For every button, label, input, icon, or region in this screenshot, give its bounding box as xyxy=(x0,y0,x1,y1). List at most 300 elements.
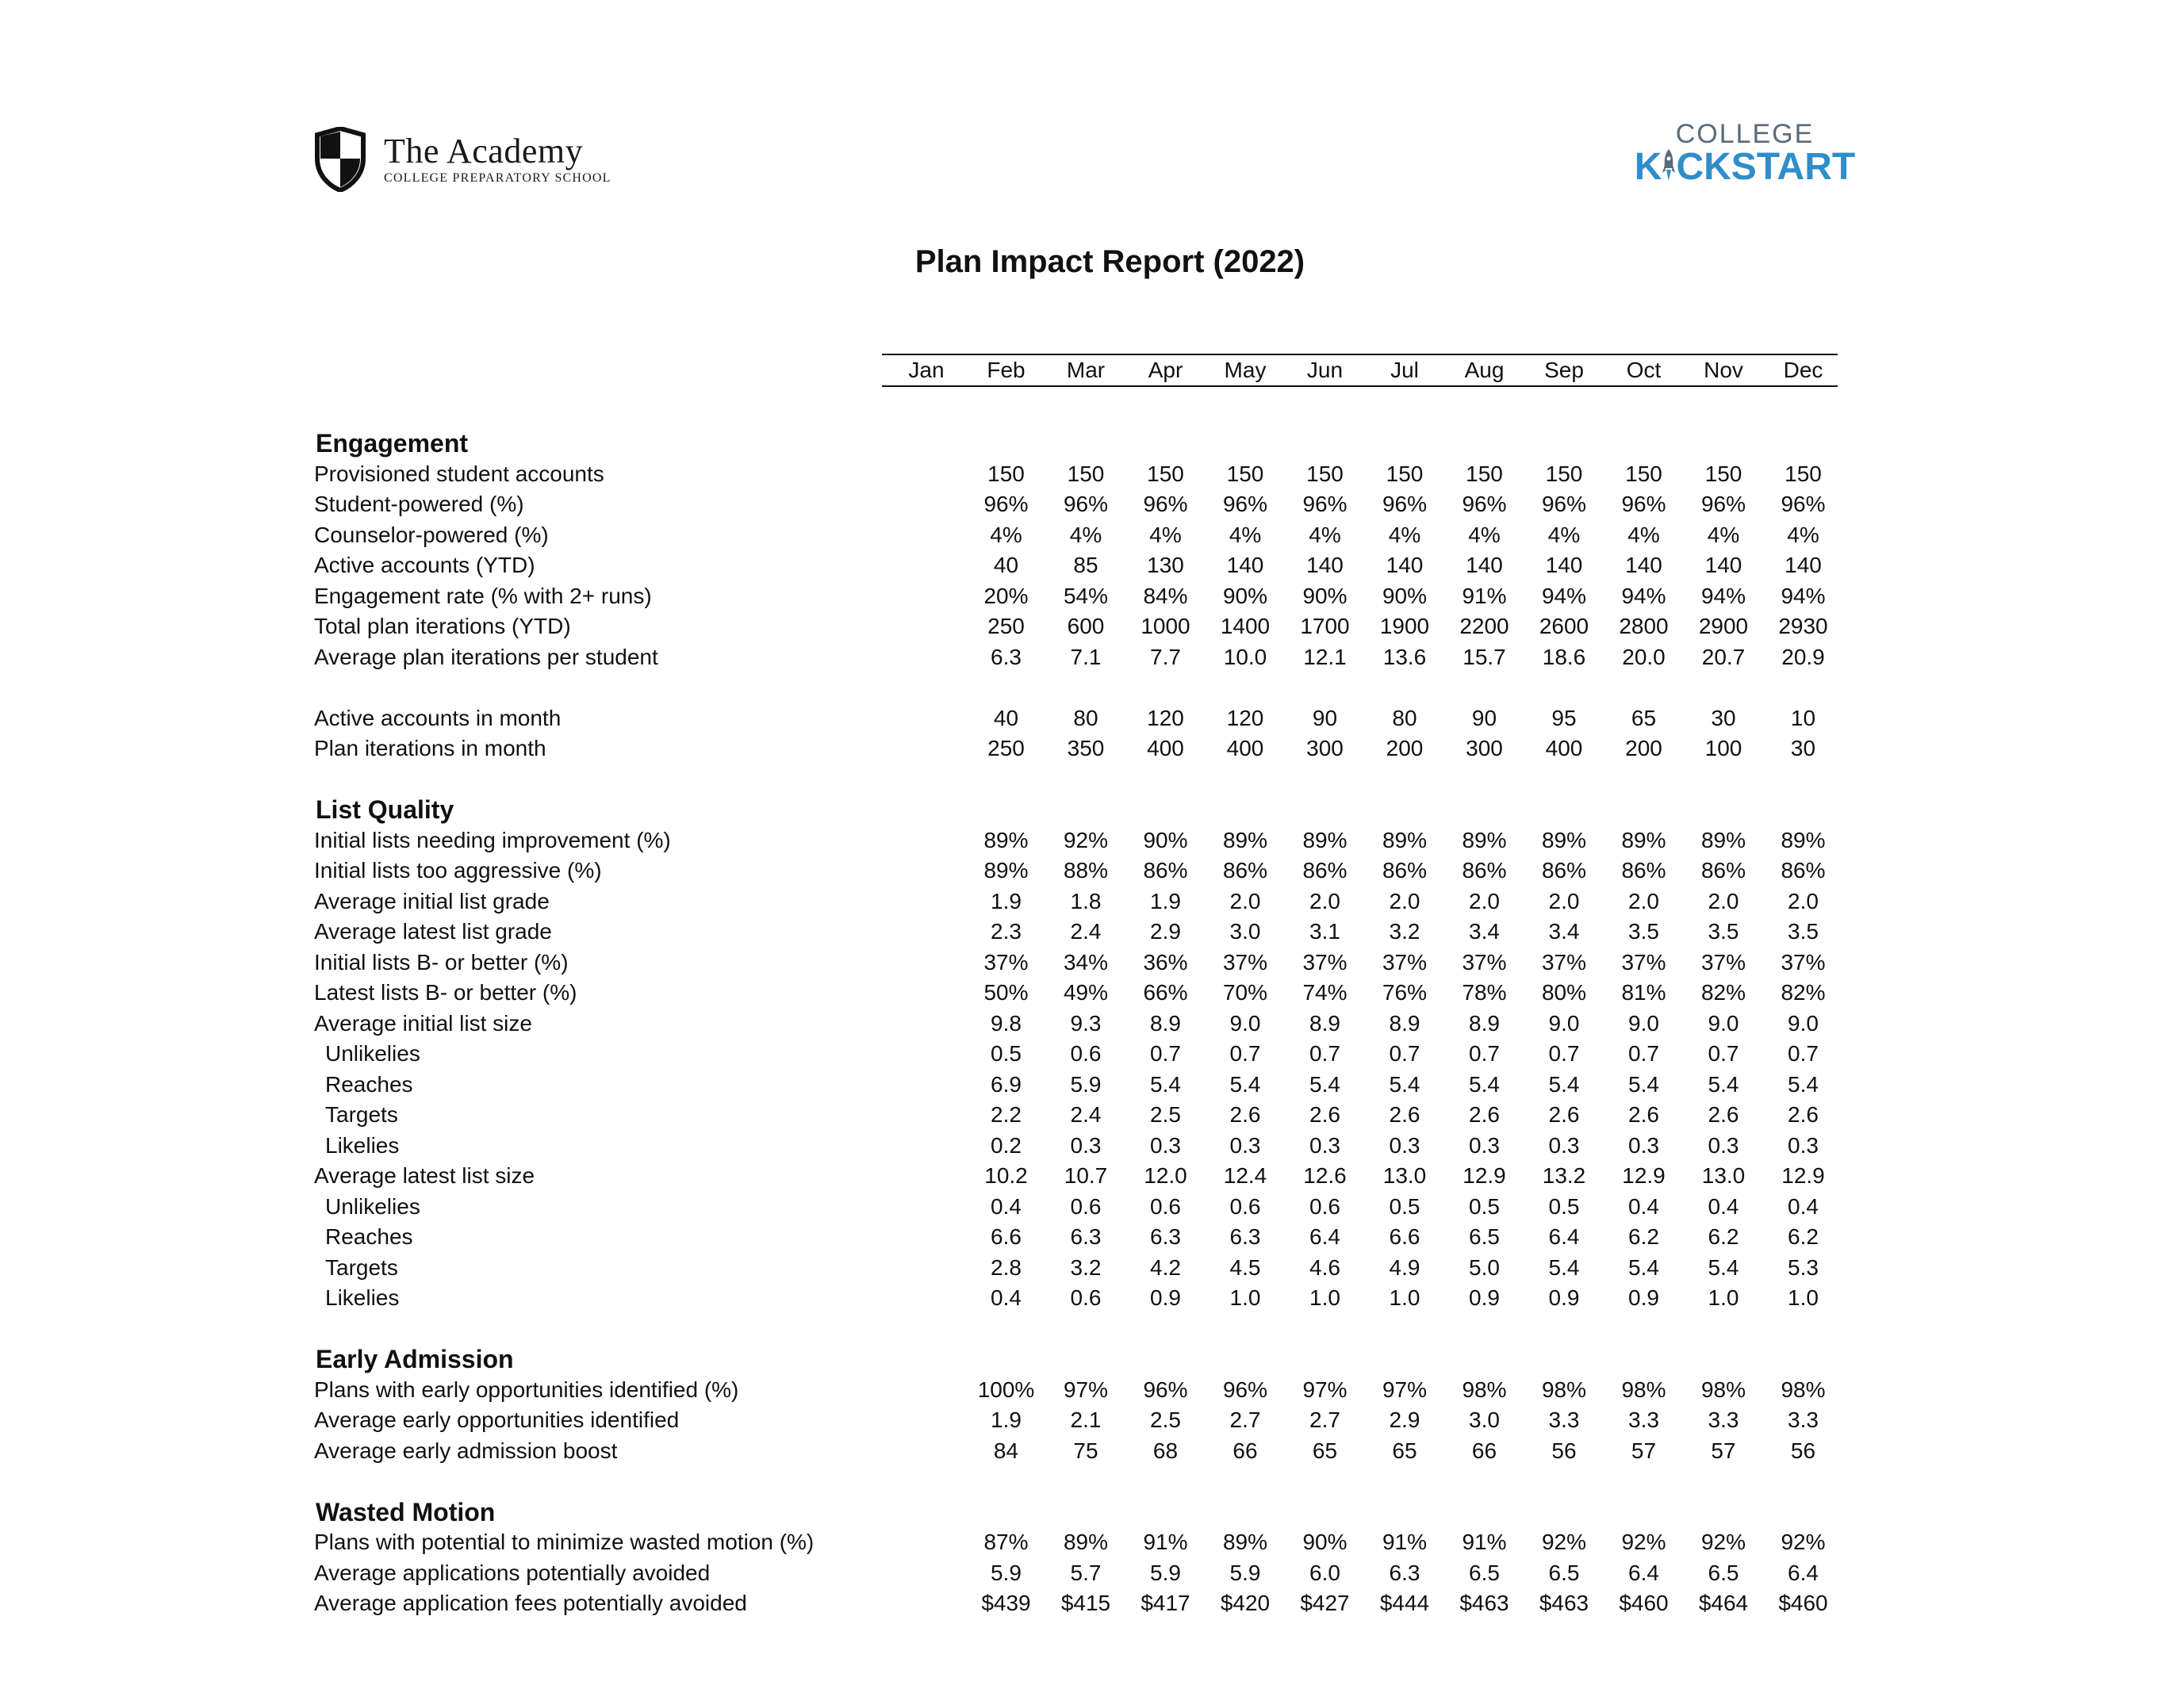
row-label: Likelies xyxy=(325,1285,400,1310)
table-cell-nov: 6.2 xyxy=(1708,1224,1739,1249)
table-cell-apr: 66% xyxy=(1143,980,1188,1005)
table-cell-dec: 4% xyxy=(1787,522,1819,547)
table-cell-sep: 37% xyxy=(1541,949,1587,975)
table-cell-aug: 150 xyxy=(1466,461,1503,486)
table-cell-dec: 9.0 xyxy=(1788,1010,1819,1036)
table-cell-oct: 86% xyxy=(1621,858,1666,883)
table-cell-aug: 5.0 xyxy=(1469,1254,1500,1280)
row-label: Average latest list grade xyxy=(314,919,552,944)
table-cell-dec: 92% xyxy=(1781,1530,1826,1554)
table-cell-apr: 5.4 xyxy=(1150,1071,1181,1097)
table-cell-mar: 75 xyxy=(1073,1438,1098,1463)
table-cell-may: 96% xyxy=(1222,1377,1268,1402)
table-cell-mar: 2.1 xyxy=(1070,1407,1102,1432)
table-cell-apr: 2.9 xyxy=(1150,919,1181,944)
table-cell-jul: 150 xyxy=(1386,461,1424,486)
table-cell-oct: 140 xyxy=(1625,553,1662,577)
table-cell-jun: 12.1 xyxy=(1303,644,1347,669)
table-cell-sep: 80% xyxy=(1541,980,1587,1005)
row-label: Reaches xyxy=(325,1071,413,1097)
table-cell-nov: 2.6 xyxy=(1708,1102,1739,1127)
table-cell-jun: 1700 xyxy=(1300,614,1350,638)
table-cell-dec: 96% xyxy=(1781,492,1826,516)
table-cell-oct: 6.4 xyxy=(1628,1560,1659,1585)
table-cell-apr: 2.5 xyxy=(1150,1102,1181,1127)
table-cell-mar: 5.9 xyxy=(1070,1071,1102,1097)
table-cell-feb: 40 xyxy=(993,553,1019,577)
table-cell-nov: 37% xyxy=(1700,949,1746,975)
table-cell-dec: 30 xyxy=(1790,736,1816,760)
table-cell-sep: 9.0 xyxy=(1548,1010,1580,1036)
table-cell-mar: 1.8 xyxy=(1070,888,1102,913)
table-cell-feb: 84 xyxy=(993,1438,1019,1463)
month-dec: Dec xyxy=(1783,358,1823,382)
table-cell-apr: 84% xyxy=(1143,583,1188,608)
table-cell-may: 12.4 xyxy=(1223,1163,1267,1188)
table-cell-sep: 95 xyxy=(1551,705,1577,730)
table-cell-jul: 200 xyxy=(1386,736,1424,760)
table-cell-oct: 98% xyxy=(1621,1377,1666,1402)
table-cell-dec: 37% xyxy=(1781,949,1826,975)
table-cell-apr: 0.7 xyxy=(1150,1041,1181,1066)
table-cell-feb: 6.9 xyxy=(991,1071,1022,1097)
table-cell-dec: 94% xyxy=(1781,583,1826,608)
table-cell-oct: 3.3 xyxy=(1628,1407,1659,1432)
month-aug: Aug xyxy=(1464,358,1505,382)
table-cell-mar: 54% xyxy=(1063,583,1109,608)
table-cell-apr: $417 xyxy=(1141,1591,1190,1615)
table-cell-may: 4% xyxy=(1229,522,1262,547)
row-label: Average application fees potentially avoided xyxy=(314,1591,747,1615)
table-cell-aug: 78% xyxy=(1462,980,1507,1005)
table-cell-jun: 300 xyxy=(1306,736,1344,760)
table-cell-oct: 0.9 xyxy=(1628,1285,1659,1310)
table-cell-may: 10.0 xyxy=(1223,644,1267,669)
table-cell-jul: 8.9 xyxy=(1389,1010,1420,1036)
table-cell-jul: 0.7 xyxy=(1389,1041,1420,1066)
table-cell-apr: 6.3 xyxy=(1150,1224,1181,1249)
table-cell-apr: 86% xyxy=(1143,858,1188,883)
table-cell-oct: 20.0 xyxy=(1622,644,1666,669)
table-cell-oct: 12.9 xyxy=(1622,1163,1666,1188)
month-oct: Oct xyxy=(1626,358,1662,382)
month-jan: Jan xyxy=(908,358,945,382)
table-cell-jun: 0.7 xyxy=(1309,1041,1340,1066)
table-cell-feb: 96% xyxy=(983,492,1029,516)
table-cell-jul: 2.6 xyxy=(1389,1102,1420,1127)
row-label: Average early admission boost xyxy=(314,1438,618,1463)
table-cell-feb: 0.5 xyxy=(991,1041,1022,1066)
table-cell-dec: 0.4 xyxy=(1788,1193,1819,1219)
table-cell-nov: 0.3 xyxy=(1708,1132,1739,1158)
table-cell-mar: 3.2 xyxy=(1070,1254,1102,1280)
table-cell-dec: 56 xyxy=(1790,1438,1816,1463)
table-cell-aug: $463 xyxy=(1459,1591,1509,1615)
table-cell-oct: $460 xyxy=(1619,1591,1669,1615)
table-cell-jun: 8.9 xyxy=(1309,1010,1340,1036)
table-cell-feb: 20% xyxy=(983,583,1029,608)
table-cell-oct: 92% xyxy=(1621,1530,1666,1554)
table-cell-sep: 5.4 xyxy=(1548,1071,1580,1097)
table-cell-may: 2.7 xyxy=(1229,1407,1261,1432)
table-cell-may: 3.0 xyxy=(1229,919,1261,944)
table-cell-feb: 6.6 xyxy=(991,1224,1022,1249)
row-label: Average applications potentially avoided xyxy=(314,1560,711,1585)
table-cell-feb: 250 xyxy=(987,736,1025,760)
table-cell-apr: 4.2 xyxy=(1150,1254,1181,1280)
table-cell-sep: 3.3 xyxy=(1548,1407,1580,1432)
table-cell-aug: 89% xyxy=(1462,827,1507,852)
table-cell-mar: 85 xyxy=(1073,553,1098,577)
row-label: Latest lists B- or better (%) xyxy=(314,980,577,1005)
row-label: Unlikelies xyxy=(325,1193,420,1219)
table-cell-feb: 2.3 xyxy=(991,919,1022,944)
table-cell-feb: 0.4 xyxy=(991,1193,1022,1219)
table-cell-mar: 2.4 xyxy=(1070,1102,1102,1127)
row-label: Initial lists B- or better (%) xyxy=(314,949,569,975)
month-may: May xyxy=(1224,358,1267,382)
table-cell-feb: 89% xyxy=(983,827,1029,852)
table-cell-nov: 4% xyxy=(1707,522,1740,547)
table-cell-sep: 89% xyxy=(1541,827,1587,852)
table-cell-jun: 2.0 xyxy=(1309,888,1340,913)
table-cell-sep: 0.3 xyxy=(1548,1132,1580,1158)
table-cell-jun: $427 xyxy=(1300,1591,1350,1615)
table-cell-may: 9.0 xyxy=(1229,1010,1261,1036)
table-cell-dec: 3.3 xyxy=(1788,1407,1819,1432)
table-cell-jun: 90% xyxy=(1302,583,1348,608)
table-cell-jun: 1.0 xyxy=(1309,1285,1340,1310)
table-cell-jun: 90 xyxy=(1312,705,1338,730)
table-cell-nov: 3.3 xyxy=(1708,1407,1739,1432)
table-cell-jul: 4.9 xyxy=(1389,1254,1420,1280)
table-cell-aug: 4% xyxy=(1468,522,1501,547)
table-cell-feb: 10.2 xyxy=(984,1163,1028,1188)
table-cell-oct: 2.6 xyxy=(1628,1102,1659,1127)
table-cell-aug: 140 xyxy=(1466,553,1503,577)
table-cell-dec: 140 xyxy=(1785,553,1822,577)
table-cell-mar: 49% xyxy=(1063,980,1109,1005)
table-cell-dec: 86% xyxy=(1781,858,1826,883)
table-cell-dec: 3.5 xyxy=(1788,919,1819,944)
table-cell-sep: 2.6 xyxy=(1548,1102,1580,1127)
table-cell-nov: 0.7 xyxy=(1708,1041,1739,1066)
table-cell-apr: 0.6 xyxy=(1150,1193,1181,1219)
table-cell-mar: 92% xyxy=(1063,827,1109,852)
academy-subtitle: COLLEGE PREPARATORY SCHOOL xyxy=(384,171,611,185)
table-cell-nov: 20.7 xyxy=(1701,644,1746,669)
table-cell-apr: 12.0 xyxy=(1144,1163,1187,1188)
table-cell-may: 0.3 xyxy=(1229,1132,1261,1158)
table-cell-jul: 91% xyxy=(1382,1530,1428,1554)
table-cell-jun: 74% xyxy=(1302,980,1348,1005)
table-cell-aug: 0.3 xyxy=(1469,1132,1500,1158)
table-cell-mar: 350 xyxy=(1067,736,1105,760)
table-cell-nov: 3.5 xyxy=(1708,919,1739,944)
table-cell-mar: 9.3 xyxy=(1070,1010,1102,1036)
table-cell-oct: 5.4 xyxy=(1628,1071,1659,1097)
table-cell-sep: 92% xyxy=(1541,1530,1587,1554)
table-cell-may: 5.9 xyxy=(1229,1560,1261,1585)
table-cell-jul: 140 xyxy=(1386,553,1424,577)
table-cell-apr: 5.9 xyxy=(1150,1560,1181,1585)
table-cell-nov: 86% xyxy=(1700,858,1746,883)
table-cell-apr: 400 xyxy=(1147,736,1184,760)
table-cell-sep: 18.6 xyxy=(1542,644,1586,669)
table-cell-may: 1.0 xyxy=(1229,1285,1261,1310)
table-cell-may: 96% xyxy=(1222,492,1268,516)
table-cell-apr: 2.5 xyxy=(1150,1407,1181,1432)
table-cell-dec: 20.9 xyxy=(1781,644,1825,669)
table-cell-apr: 1.9 xyxy=(1150,888,1181,913)
table-cell-nov: 6.5 xyxy=(1708,1560,1739,1585)
table-cell-jun: 65 xyxy=(1312,1438,1338,1463)
table-cell-apr: 36% xyxy=(1143,949,1188,975)
table-cell-may: 1400 xyxy=(1220,614,1271,638)
table-cell-feb: 1.9 xyxy=(991,888,1022,913)
table-cell-oct: 94% xyxy=(1621,583,1666,608)
table-cell-feb: 150 xyxy=(987,461,1025,486)
table-cell-nov: 94% xyxy=(1700,583,1746,608)
table-cell-may: 89% xyxy=(1222,827,1268,852)
table-cell-jul: 86% xyxy=(1382,858,1428,883)
table-cell-may: 2.0 xyxy=(1229,888,1261,913)
table-cell-apr: 68 xyxy=(1152,1438,1179,1463)
table-cell-jul: $444 xyxy=(1379,1591,1430,1615)
table-cell-aug: 6.5 xyxy=(1469,1224,1500,1249)
month-mar: Mar xyxy=(1066,358,1106,382)
table-cell-jun: 4% xyxy=(1309,522,1341,547)
table-cell-jun: 4.6 xyxy=(1309,1254,1340,1280)
table-cell-sep: 86% xyxy=(1541,858,1587,883)
table-cell-oct: 2.0 xyxy=(1628,888,1659,913)
table-cell-feb: 6.3 xyxy=(991,644,1022,669)
kickstart-logo-top: COLLEGE xyxy=(1675,119,1815,149)
table-cell-mar: 0.3 xyxy=(1070,1132,1102,1158)
table-cell-nov: 89% xyxy=(1700,827,1746,852)
table-cell-sep: 56 xyxy=(1551,1438,1577,1463)
table-cell-jun: 2.7 xyxy=(1309,1407,1340,1432)
table-cell-dec: 5.3 xyxy=(1788,1254,1819,1280)
table-cell-mar: 80 xyxy=(1073,705,1098,730)
table-cell-dec: 98% xyxy=(1781,1377,1826,1402)
table-cell-mar: 88% xyxy=(1063,858,1109,883)
table-cell-dec: 10 xyxy=(1790,705,1816,730)
table-cell-jul: 76% xyxy=(1382,980,1428,1005)
table-cell-dec: 12.9 xyxy=(1781,1163,1825,1188)
table-cell-aug: 0.9 xyxy=(1469,1285,1500,1310)
table-cell-jun: 6.0 xyxy=(1309,1560,1340,1585)
month-apr: Apr xyxy=(1148,358,1183,382)
section-heading: Wasted Motion xyxy=(316,1497,496,1526)
table-cell-aug: 37% xyxy=(1462,949,1507,975)
table-cell-oct: 0.7 xyxy=(1628,1041,1659,1066)
table-cell-sep: 94% xyxy=(1541,583,1587,608)
kickstart-logo-suffix: CKSTART xyxy=(1676,146,1856,188)
table-cell-apr: 96% xyxy=(1143,492,1188,516)
table-cell-dec: 2.6 xyxy=(1788,1102,1819,1127)
table-cell-sep: 140 xyxy=(1545,553,1583,577)
table-cell-dec: 5.4 xyxy=(1788,1071,1819,1097)
table-cell-aug: 12.9 xyxy=(1463,1163,1506,1188)
table-cell-jul: 6.3 xyxy=(1389,1560,1420,1585)
table-cell-sep: 0.7 xyxy=(1548,1041,1580,1066)
table-cell-jul: 89% xyxy=(1382,827,1428,852)
table-cell-jul: 80 xyxy=(1392,705,1417,730)
table-cell-nov: 140 xyxy=(1704,553,1742,577)
row-label: Average plan iterations per student xyxy=(314,644,658,669)
table-cell-dec: 150 xyxy=(1785,461,1822,486)
table-cell-aug: 2200 xyxy=(1459,614,1509,638)
row-label: Average initial list grade xyxy=(314,888,550,913)
table-cell-dec: 2930 xyxy=(1778,614,1828,638)
table-cell-jul: 4% xyxy=(1388,522,1421,547)
table-cell-oct: 0.3 xyxy=(1628,1132,1659,1158)
row-label: Active accounts in month xyxy=(314,705,562,730)
table-cell-apr: 0.9 xyxy=(1150,1285,1181,1310)
table-cell-aug: 3.4 xyxy=(1469,919,1500,944)
table-cell-oct: 57 xyxy=(1631,1438,1657,1463)
row-label: Initial lists needing improvement (%) xyxy=(314,827,671,852)
table-cell-nov: 100 xyxy=(1704,736,1742,760)
row-label: Initial lists too aggressive (%) xyxy=(314,858,602,883)
table-cell-jun: 0.6 xyxy=(1309,1193,1340,1219)
table-cell-sep: 3.4 xyxy=(1548,919,1580,944)
table-cell-oct: 9.0 xyxy=(1628,1010,1659,1036)
table-cell-aug: 0.7 xyxy=(1469,1041,1500,1066)
table-cell-may: 90% xyxy=(1222,583,1268,608)
table-cell-aug: 3.0 xyxy=(1469,1407,1500,1432)
month-header xyxy=(882,354,1838,387)
table-cell-jul: 1.0 xyxy=(1389,1285,1420,1310)
table-cell-jul: 0.3 xyxy=(1389,1132,1420,1158)
month-jul: Jul xyxy=(1390,358,1419,382)
table-cell-jul: 3.2 xyxy=(1389,919,1420,944)
table-cell-nov: 1.0 xyxy=(1708,1285,1739,1310)
table-cell-may: 150 xyxy=(1226,461,1264,486)
table-cell-feb: 1.9 xyxy=(991,1407,1022,1432)
table-cell-feb: 0.2 xyxy=(991,1132,1022,1158)
table-cell-may: 5.4 xyxy=(1229,1071,1261,1097)
table-cell-nov: 0.4 xyxy=(1708,1193,1739,1219)
rocket-icon xyxy=(1662,149,1675,182)
table-cell-dec: 6.4 xyxy=(1788,1560,1819,1585)
table-cell-oct: 81% xyxy=(1621,980,1666,1005)
table-cell-jun: 96% xyxy=(1302,492,1348,516)
month-sep: Sep xyxy=(1544,358,1584,382)
table-cell-may: 140 xyxy=(1226,553,1264,577)
table-cell-sep: 0.5 xyxy=(1548,1193,1580,1219)
table-cell-oct: 200 xyxy=(1625,736,1662,760)
table-cell-sep: 6.5 xyxy=(1548,1560,1580,1585)
table-cell-mar: 2.4 xyxy=(1070,919,1102,944)
table-cell-dec: $460 xyxy=(1778,1591,1828,1615)
table-cell-jul: 2.0 xyxy=(1389,888,1420,913)
table-cell-feb: 50% xyxy=(983,980,1029,1005)
table-cell-nov: 150 xyxy=(1704,461,1742,486)
table-cell-oct: 0.4 xyxy=(1628,1193,1659,1219)
table-cell-mar: 5.7 xyxy=(1070,1560,1102,1585)
table-cell-aug: 8.9 xyxy=(1469,1010,1500,1036)
row-label: Average early opportunities identified xyxy=(314,1407,680,1432)
table-cell-aug: 86% xyxy=(1462,858,1507,883)
table-cell-jun: 86% xyxy=(1302,858,1348,883)
table-cell-jun: 150 xyxy=(1306,461,1344,486)
table-cell-mar: 10.7 xyxy=(1064,1163,1108,1188)
table-cell-jun: 5.4 xyxy=(1309,1071,1340,1097)
table-cell-feb: $439 xyxy=(981,1591,1031,1615)
table-cell-may: 6.3 xyxy=(1229,1224,1261,1249)
row-label: Plans with potential to minimize wasted motion (%) xyxy=(314,1530,815,1554)
table-cell-mar: 0.6 xyxy=(1070,1193,1102,1219)
table-cell-mar: 6.3 xyxy=(1070,1224,1102,1249)
row-label: Active accounts (YTD) xyxy=(314,553,535,577)
table-cell-aug: 5.4 xyxy=(1469,1071,1500,1097)
table-cell-aug: 15.7 xyxy=(1463,644,1506,669)
table-cell-jul: 2.9 xyxy=(1389,1407,1420,1432)
table-cell-jul: 13.6 xyxy=(1382,644,1427,669)
table-cell-nov: 57 xyxy=(1711,1438,1736,1463)
table-cell-oct: 3.5 xyxy=(1628,919,1659,944)
table-cell-nov: 2900 xyxy=(1698,614,1749,638)
table-cell-feb: 5.9 xyxy=(991,1560,1022,1585)
table-cell-feb: 9.8 xyxy=(991,1010,1022,1036)
table-cell-sep: 400 xyxy=(1545,736,1583,760)
table-cell-nov: $464 xyxy=(1698,1591,1749,1615)
table-cell-mar: 97% xyxy=(1063,1377,1109,1402)
month-nov: Nov xyxy=(1704,358,1743,382)
row-label: Reaches xyxy=(325,1224,413,1249)
table-cell-mar: 150 xyxy=(1067,461,1105,486)
table-cell-may: 400 xyxy=(1226,736,1264,760)
row-label: Plans with early opportunities identified (%) xyxy=(314,1377,739,1402)
table-cell-may: 120 xyxy=(1226,705,1264,730)
row-label: Engagement rate (% with 2+ runs) xyxy=(314,583,652,608)
table-cell-jun: 97% xyxy=(1302,1377,1348,1402)
table-cell-dec: 6.2 xyxy=(1788,1224,1819,1249)
table-cell-mar: 34% xyxy=(1063,949,1109,975)
table-cell-apr: 4% xyxy=(1149,522,1182,547)
table-cell-mar: 4% xyxy=(1069,522,1102,547)
table-cell-may: 89% xyxy=(1222,1530,1268,1554)
table-cell-may: 37% xyxy=(1222,949,1268,975)
table-cell-may: 2.6 xyxy=(1229,1102,1261,1127)
table-cell-jul: 5.4 xyxy=(1389,1071,1420,1097)
table-cell-jul: 65 xyxy=(1392,1438,1417,1463)
table-cell-nov: 98% xyxy=(1700,1377,1746,1402)
table-cell-oct: 150 xyxy=(1625,461,1662,486)
row-label: Average latest list size xyxy=(314,1163,535,1188)
table-cell-aug: 300 xyxy=(1466,736,1503,760)
table-cell-aug: 0.5 xyxy=(1469,1193,1500,1219)
table-cell-sep: 6.4 xyxy=(1548,1224,1580,1249)
table-cell-jul: 90% xyxy=(1382,583,1428,608)
table-cell-nov: 5.4 xyxy=(1708,1254,1739,1280)
table-cell-dec: 1.0 xyxy=(1788,1285,1819,1310)
table-cell-oct: 5.4 xyxy=(1628,1254,1659,1280)
table-cell-aug: 96% xyxy=(1462,492,1507,516)
table-cell-feb: 0.4 xyxy=(991,1285,1022,1310)
table-cell-dec: 89% xyxy=(1781,827,1826,852)
table-cell-jul: 0.5 xyxy=(1389,1193,1420,1219)
table-cell-feb: 89% xyxy=(983,858,1029,883)
table-cell-oct: 96% xyxy=(1621,492,1666,516)
table-cell-jun: 12.6 xyxy=(1303,1163,1347,1188)
row-label: Unlikelies xyxy=(325,1041,420,1066)
table-cell-feb: 87% xyxy=(983,1530,1029,1554)
table-cell-sep: 0.9 xyxy=(1548,1285,1580,1310)
table-cell-may: 86% xyxy=(1222,858,1268,883)
